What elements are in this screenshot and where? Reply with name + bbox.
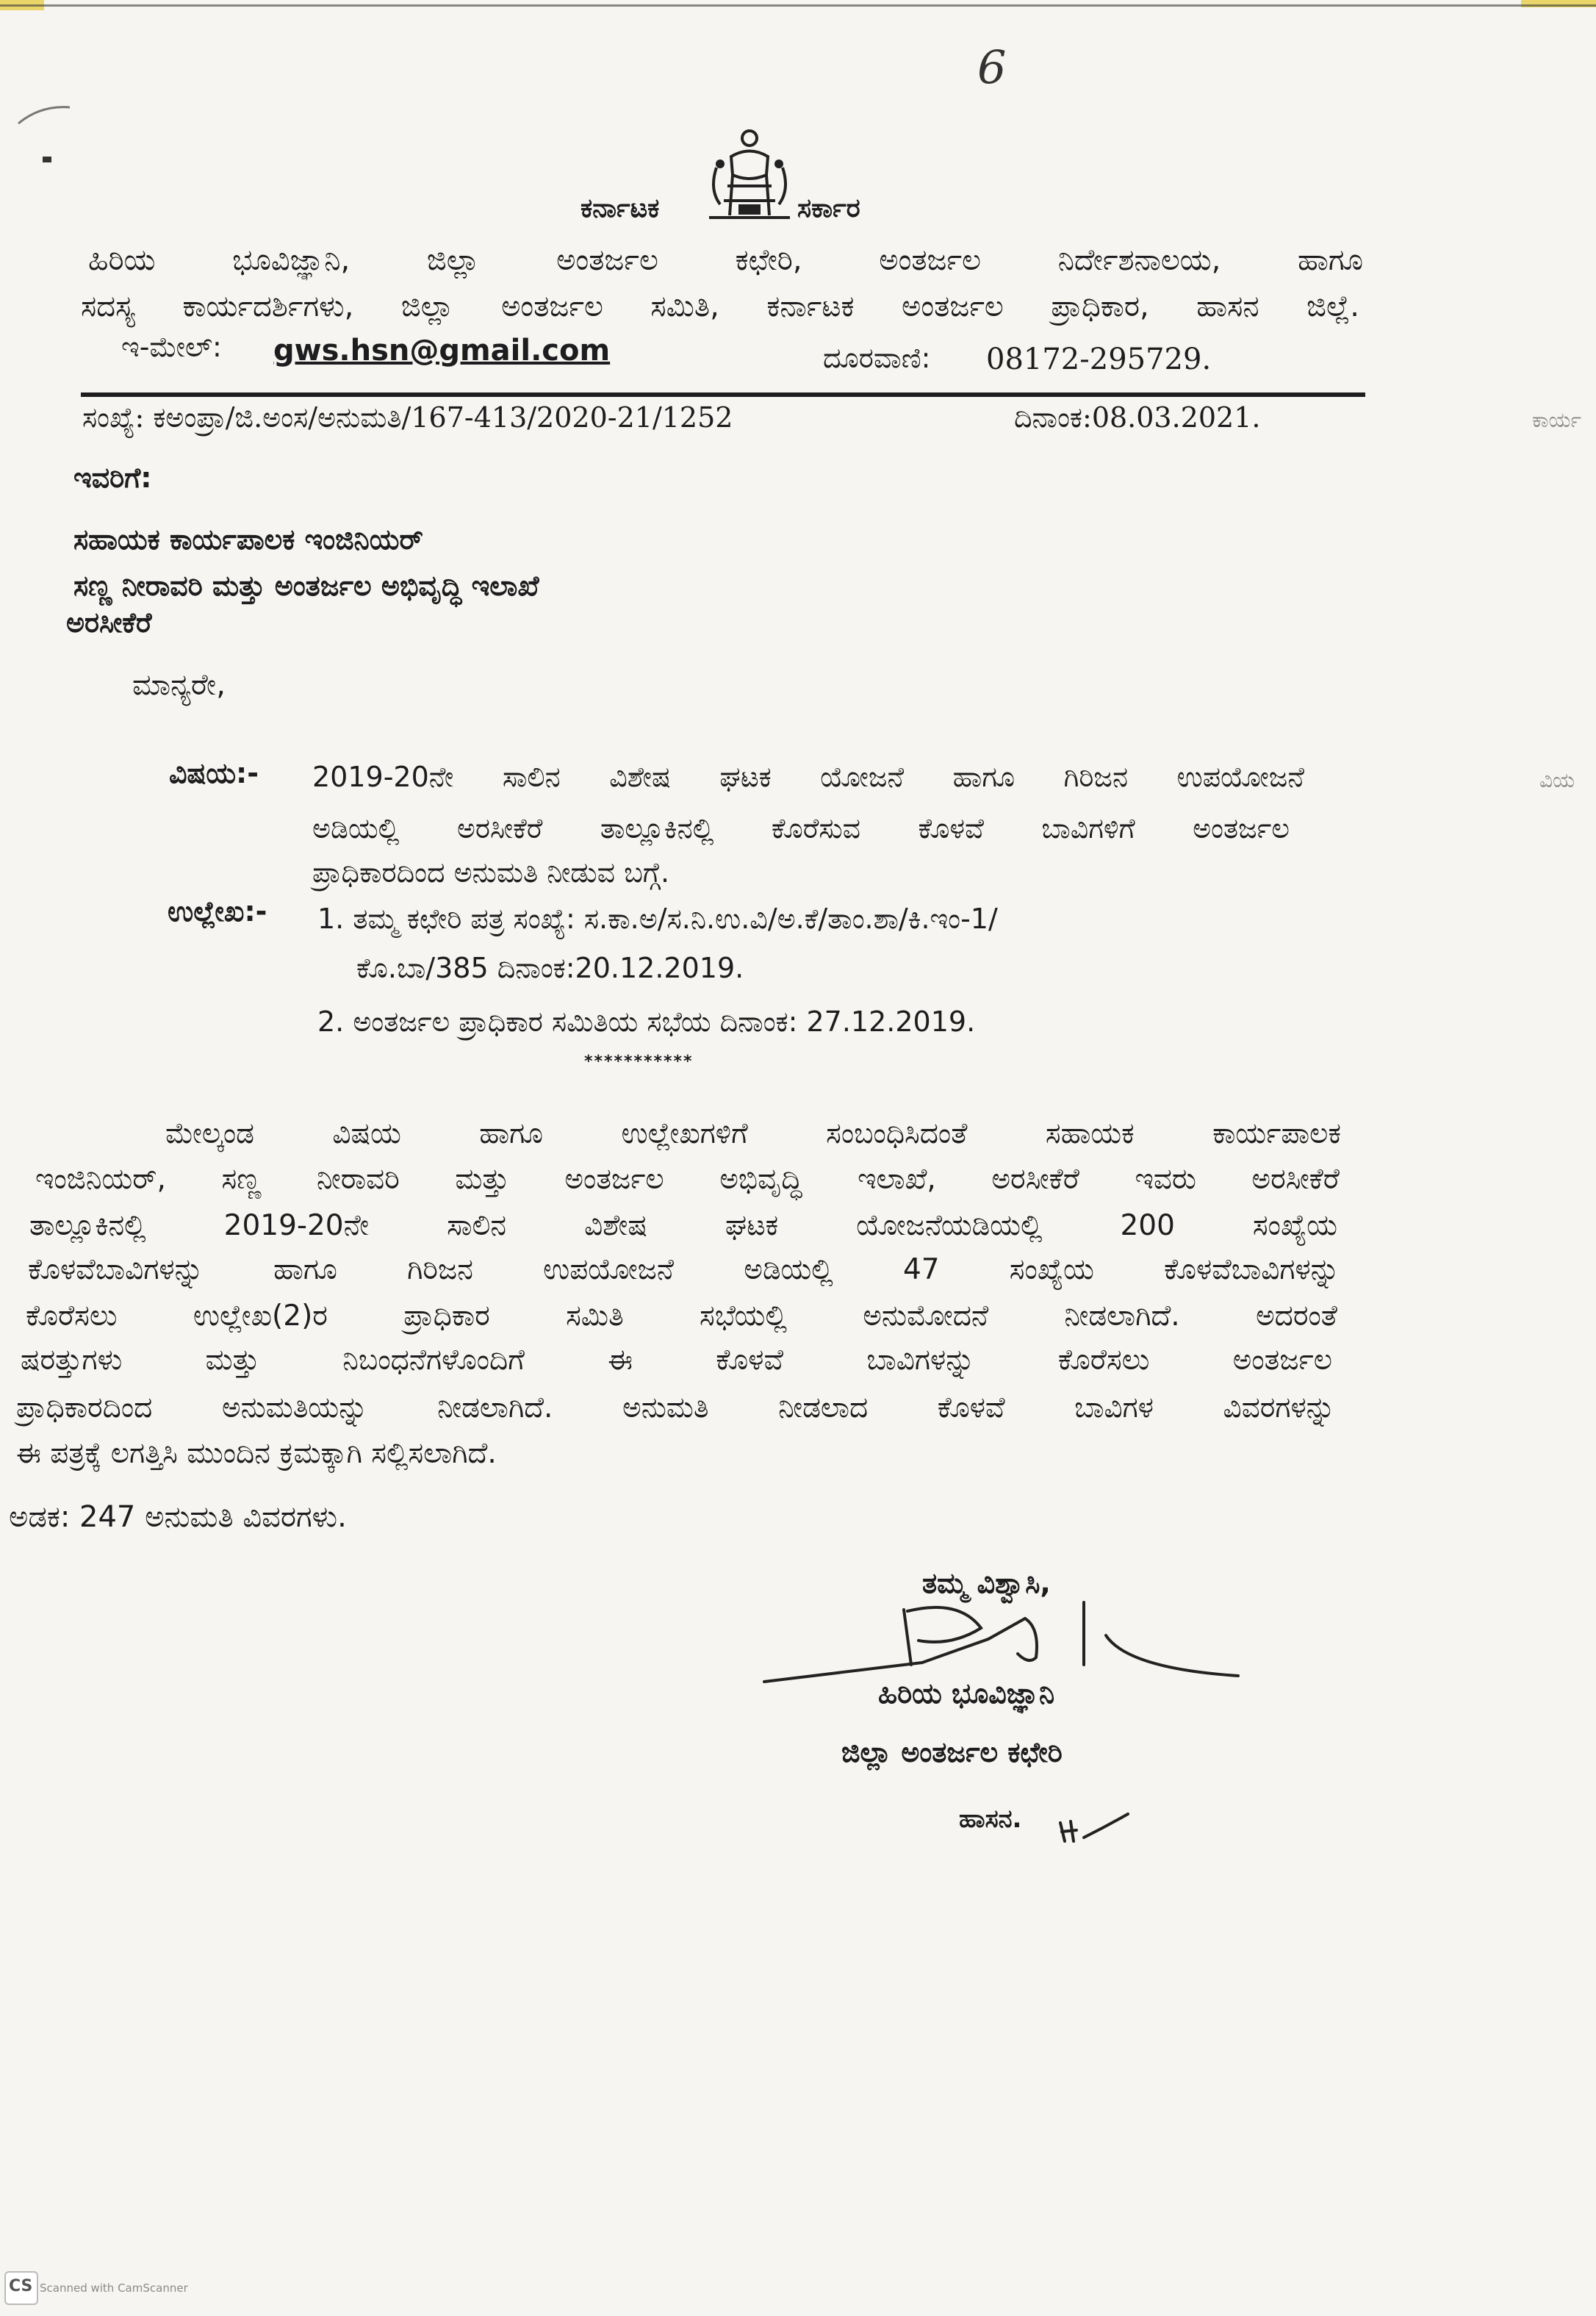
signatory-office: ಜಿಲ್ಲಾ ಅಂತರ್ಜಲ ಕಛೇರಿ bbox=[841, 1736, 1063, 1768]
body-line-1: ಮೇಲ್ಕಂಡ ವಿಷಯ ಹಾಗೂ ಉಲ್ಲೇಖಗಳಿಗೆ ಸಂಬಂಧಿಸಿದಂತೆ ಸಹಾಯಕ ಕಾರ್ಯಪಾಲಕ bbox=[165, 1117, 1341, 1150]
subject-line-1: 2019-20ನೇ ಸಾಲಿನ ವಿಶೇಷ ಘಟಕ ಯೋಜನೆ ಹಾಗೂ ಗಿರಿಜನ ಉಪಯೋಜನೆ bbox=[312, 761, 1304, 793]
to-label: ಇವರಿಗೆ: bbox=[73, 462, 152, 494]
body-line-8: ಈ ಪತ್ರಕ್ಕೆ ಲಗತ್ತಿಸಿ ಮುಂದಿನ ಕ್ರಮಕ್ಕಾಗಿ ಸಲ್ಲಿಸಲಾಗಿದೆ. bbox=[16, 1437, 497, 1470]
phone-label: ದೂರವಾಣಿ: bbox=[823, 342, 931, 374]
top-edge-line bbox=[0, 4, 1596, 7]
scanner-watermark-text: Scanned with CamScanner bbox=[40, 2281, 188, 2295]
margin-mark-right-1: ಕಾರ್ಯ bbox=[1532, 408, 1581, 432]
initials-scribble bbox=[1054, 1801, 1135, 1852]
addressee-department: ಸಣ್ಣ ನೀರಾವರಿ ಮತ್ತು ಅಂತರ್ಜಲ ಅಭಿವೃದ್ಧಿ ಇಲಾಖೆ bbox=[73, 570, 539, 602]
scanner-badge-label: CS bbox=[9, 2277, 33, 2295]
scanner-badge bbox=[4, 2271, 38, 2305]
signatory-designation: ಹಿರಿಯ ಭೂವಿಜ್ಞಾನಿ bbox=[878, 1677, 1055, 1710]
reference-number: ಸಂಖ್ಯೆ: ಕಅಂಪ್ರಾ/ಜಿ.ಅಂಸ/ಅನುಮತಿ/167-413/2020-21/1252 bbox=[82, 401, 733, 434]
header-divider bbox=[81, 392, 1365, 397]
body-line-6: ಷರತ್ತುಗಳು ಮತ್ತು ನಿಬಂಧನೆಗಳೊಂದಿಗೆ ಈ ಕೊಳವೆ ಬಾವಿಗಳನ್ನು ಕೊರೆಸಲು ಅಂತರ್ಜಲ bbox=[21, 1344, 1332, 1377]
body-line-4: ಕೊಳವೆಬಾವಿಗಳನ್ನು ಹಾಗೂ ಗಿರಿಜನ ಉಪಯೋಜನೆ ಅಡಿಯಲ್ಲಿ 47 ಸಂಖ್ಯೆಯ ಕೊಳವೆಬಾವಿಗಳನ್ನು bbox=[28, 1253, 1340, 1286]
body-line-5: ಕೊರೆಸಲು ಉಲ್ಲೇಖ(2)ರ ಪ್ರಾಧಿಕಾರ ಸಮಿತಿ ಸಭೆಯಲ್ಲಿ ಅನುಮೋದನೆ ನೀಡಲಾಗಿದೆ. ಅದರಂತೆ bbox=[26, 1299, 1337, 1333]
letter-date: ದಿನಾಂಕ:08.03.2021. bbox=[1014, 401, 1261, 434]
signature-closing: ತಮ್ಮ ವಿಶ್ವಾಸಿ, bbox=[922, 1567, 1051, 1599]
addressee-place: ಅರಸೀಕೆರೆ bbox=[66, 606, 152, 639]
body-line-2: ಇಂಜಿನಿಯರ್, ಸಣ್ಣ ನೀರಾವರಿ ಮತ್ತು ಅಂತರ್ಜಲ ಅಭಿವೃದ್ಧಿ ಇಲಾಖೆ, ಅರಸೀಕೆರೆ ಇವರು ಅರಸೀಕೆರೆ bbox=[35, 1163, 1340, 1196]
salutation: ಮಾನ್ಯರೇ, bbox=[132, 668, 226, 702]
reference-1-line-2: ಕೊ.ಬಾ/385 ದಿನಾಂಕ:20.12.2019. bbox=[356, 952, 744, 984]
signatory-place: ಹಾಸನ. bbox=[959, 1804, 1022, 1834]
margin-mark-right-2: ವಿಯ bbox=[1539, 768, 1575, 792]
header-government-left: ಕರ್ನಾಟಕ bbox=[580, 193, 660, 223]
addressee-designation: ಸಹಾಯಕ ಕಾರ್ಯಪಾಲಕ ಇಂಜಿನಿಯರ್ bbox=[73, 523, 423, 556]
references-label: ಉಲ್ಲೇಖ:- bbox=[168, 895, 267, 928]
separator-stars: *********** bbox=[584, 1053, 694, 1071]
header-office-line-1: ಹಿರಿಯ ಭೂವಿಜ್ಞಾನಿ, ಜಿಲ್ಲಾ ಅಂತರ್ಜಲ ಕಛೇರಿ, ಅಂತರ್ಜಲ ನಿರ್ದೇಶನಾಲಯ, ಹಾಗೂ bbox=[88, 243, 1363, 277]
reference-2: 2. ಅಂತರ್ಜಲ ಪ್ರಾಧಿಕಾರ ಸಮಿತಿಯ ಸಭೆಯ ದಿನಾಂಕ: 27.12.2019. bbox=[317, 1005, 976, 1038]
email-link[interactable]: gws.hsn@gmail.com bbox=[273, 334, 611, 368]
page-number-mark: 6 bbox=[977, 40, 1007, 94]
header-office-line-2: ಸದಸ್ಯ ಕಾರ್ಯದರ್ಶಿಗಳು, ಜಿಲ್ಲಾ ಅಂತರ್ಜಲ ಸಮಿತಿ, ಕರ್ನಾಟಕ ಅಂತರ್ಜಲ ಪ್ರಾಧಿಕಾರ, ಹಾಸನ ಜಿಲ್ಲೆ. bbox=[81, 290, 1359, 323]
margin-stroke-left bbox=[15, 101, 73, 131]
enclosure-note: ಅಡಕ: 247 ಅನುಮತಿ ವಿವರಗಳು. bbox=[9, 1500, 347, 1534]
body-line-7: ಪ್ರಾಧಿಕಾರದಿಂದ ಅನುಮತಿಯನ್ನು ನೀಡಲಾಗಿದೆ. ಅನುಮತಿ ನೀಡಲಾದ ಕೊಳವೆ ಬಾವಿಗಳ ವಿವರಗಳನ್ನು bbox=[16, 1391, 1335, 1424]
karnataka-emblem-icon bbox=[687, 123, 812, 234]
header-government-right: ಸರ್ಕಾರ bbox=[797, 193, 860, 223]
phone-number: 08172-295729. bbox=[986, 343, 1212, 376]
subject-line-3: ಪ್ರಾಧಿಕಾರದಿಂದ ಅನುಮತಿ ನೀಡುವ ಬಗ್ಗೆ. bbox=[312, 856, 670, 889]
subject-label: ವಿಷಯ:- bbox=[169, 757, 259, 789]
email-label: ಇ-ಮೇಲ್: bbox=[121, 331, 222, 363]
margin-speck-left bbox=[43, 157, 51, 162]
reference-1-line-1: 1. ತಮ್ಮ ಕಛೇರಿ ಪತ್ರ ಸಂಖ್ಯೆ: ಸ.ಕಾ.ಅ/ಸ.ನಿ.ಉ.ವಿ/ಅ.ಕೆ/ತಾಂ.ಶಾ/ಕಿ.ಇಂ-1/ bbox=[317, 903, 998, 935]
body-line-3: ತಾಲ್ಲೂಕಿನಲ್ಲಿ 2019-20ನೇ ಸಾಲಿನ ವಿಶೇಷ ಘಟಕ ಯೋಜನೆಯಡಿಯಲ್ಲಿ 200 ಸಂಖ್ಯೆಯ bbox=[29, 1209, 1337, 1242]
subject-line-2: ಅಡಿಯಲ್ಲಿ ಅರಸೀಕೆರೆ ತಾಲ್ಲೂಕಿನಲ್ಲಿ ಕೊರೆಸುವ ಕೊಳವೆ ಬಾವಿಗಳಿಗೆ ಅಂತರ್ಜಲ bbox=[312, 812, 1290, 845]
